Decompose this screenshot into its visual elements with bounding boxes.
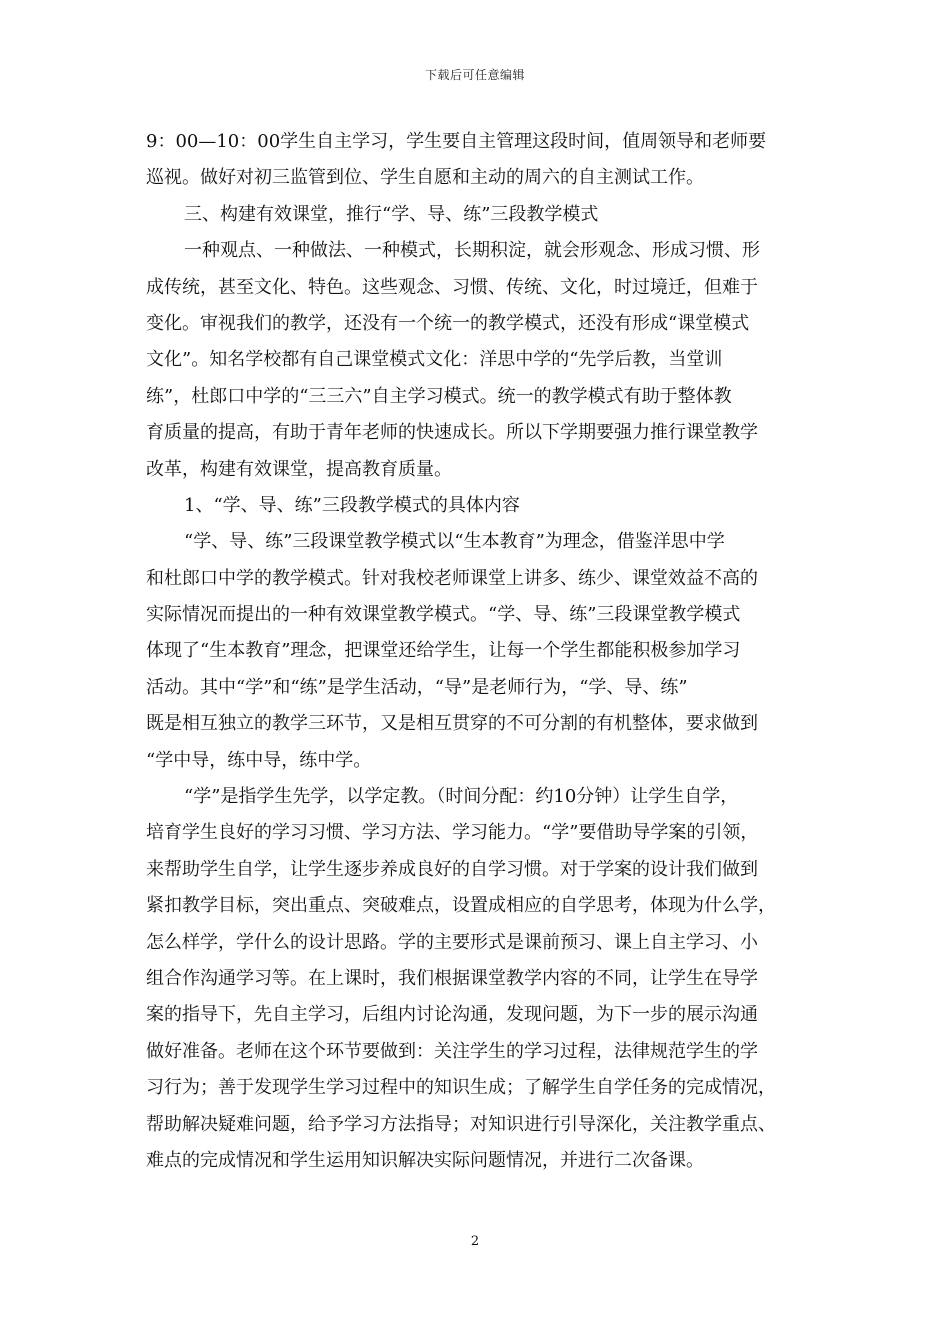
text-line: 活动。其中“学”和“练”是学生活动，“导”是老师行为，“学、导、练” bbox=[146, 676, 688, 698]
text-line: “学中导，练中导，练中学。 bbox=[146, 749, 372, 771]
text-line: 习行为；善于发现学生学习过程中的知识生成；了解学生自学任务的完成情况， bbox=[146, 1077, 776, 1099]
text-line: 怎么样学，学什么的设计思路。学的主要形式是课前预习、课上自主学习、小 bbox=[146, 931, 758, 953]
text-line: 组合作沟通学习等。在上课时，我们根据课堂教学内容的不同，让学生在导学 bbox=[146, 967, 758, 989]
text-line: 和杜郎口中学的教学模式。针对我校老师课堂上讲多、练少、课堂效益不高的 bbox=[146, 567, 758, 589]
text-line: 紧扣教学目标，突出重点、突破难点，设置成相应的自学思考，体现为什么学， bbox=[146, 895, 776, 917]
text-line: 体现了“生本教育”理念，把课堂还给学生，让每一个学生都能积极参加学习 bbox=[146, 640, 741, 662]
text-line: 巡视。做好对初三监管到位、学生自愿和主动的周六的自主测试工作。 bbox=[146, 167, 704, 189]
text-line: 一种观点、一种做法、一种模式，长期积淀，就会形观念、形成习惯、形 bbox=[184, 240, 760, 262]
text-line: 练”，杜郎口中学的“三三六”自主学习模式。统一的教学模式有助于整体教 bbox=[146, 385, 732, 407]
text-line: 实际情况而提出的一种有效课堂教学模式。“学、导、练”三段课堂教学模式 bbox=[146, 604, 741, 626]
text-line: 9：00—10：00学生自主学习，学生要自主管理这段时间，值周领导和老师要 bbox=[146, 131, 767, 152]
text-line: 成传统，甚至文化、特色。这些观念、习惯、传统、文化，时过境迁，但难于 bbox=[146, 276, 758, 298]
text-line: 做好准备。老师在这个环节要做到：关注学生的学习过程，法律规范学生的学 bbox=[146, 1040, 758, 1062]
text-line: 来帮助学生自学，让学生逐步养成良好的自学习惯。对于学案的设计我们做到 bbox=[146, 858, 758, 880]
document-body bbox=[146, 124, 822, 1179]
text-line: 案的指导下，先自主学习，后组内讨论沟通，发现问题，为下一步的展示沟通 bbox=[146, 1004, 758, 1026]
section-heading: 三、构建有效课堂，推行“学、导、练”三段教学模式 bbox=[184, 203, 599, 225]
text-line: 育质量的提高，有助于青年老师的快速成长。所以下学期要强力推行课堂教学 bbox=[146, 422, 758, 444]
text-line: “学、导、练”三段课堂教学模式以“生本教育”为理念，借鉴洋思中学 bbox=[184, 531, 725, 553]
page-number: 2 bbox=[470, 1234, 480, 1249]
page-header: 下载后可任意编辑 bbox=[424, 68, 525, 82]
text-line: 改革，构建有效课堂，提高教育质量。 bbox=[146, 458, 452, 480]
text-line: 既是相互独立的教学三环节，又是相互贯穿的不可分割的有机整体，要求做到 bbox=[146, 713, 758, 735]
text-line: 难点的完成情况和学生运用知识解决实际问题情况，并进行二次备课。 bbox=[146, 1149, 704, 1171]
text-line: “学”是指学生先学，以学定教。（时间分配：约10分钟）让学生自学， bbox=[184, 786, 739, 808]
subsection-heading: 1、“学、导、练”三段教学模式的具体内容 bbox=[184, 494, 520, 516]
text-line: 变化。审视我们的教学，还没有一个统一的教学模式，还没有形成“课堂模式 bbox=[146, 312, 750, 334]
text-line: 文化”。知名学校都有自己课堂模式文化：洋思中学的“先学后教，当堂训 bbox=[146, 349, 723, 371]
text-line: 帮助解决疑难问题，给予学习方法指导；对知识进行引导深化，关注教学重点、 bbox=[146, 1113, 776, 1135]
text-line: 培育学生良好的学习习惯、学习方法、学习能力。“学”要借助导学案的引领， bbox=[146, 822, 759, 844]
